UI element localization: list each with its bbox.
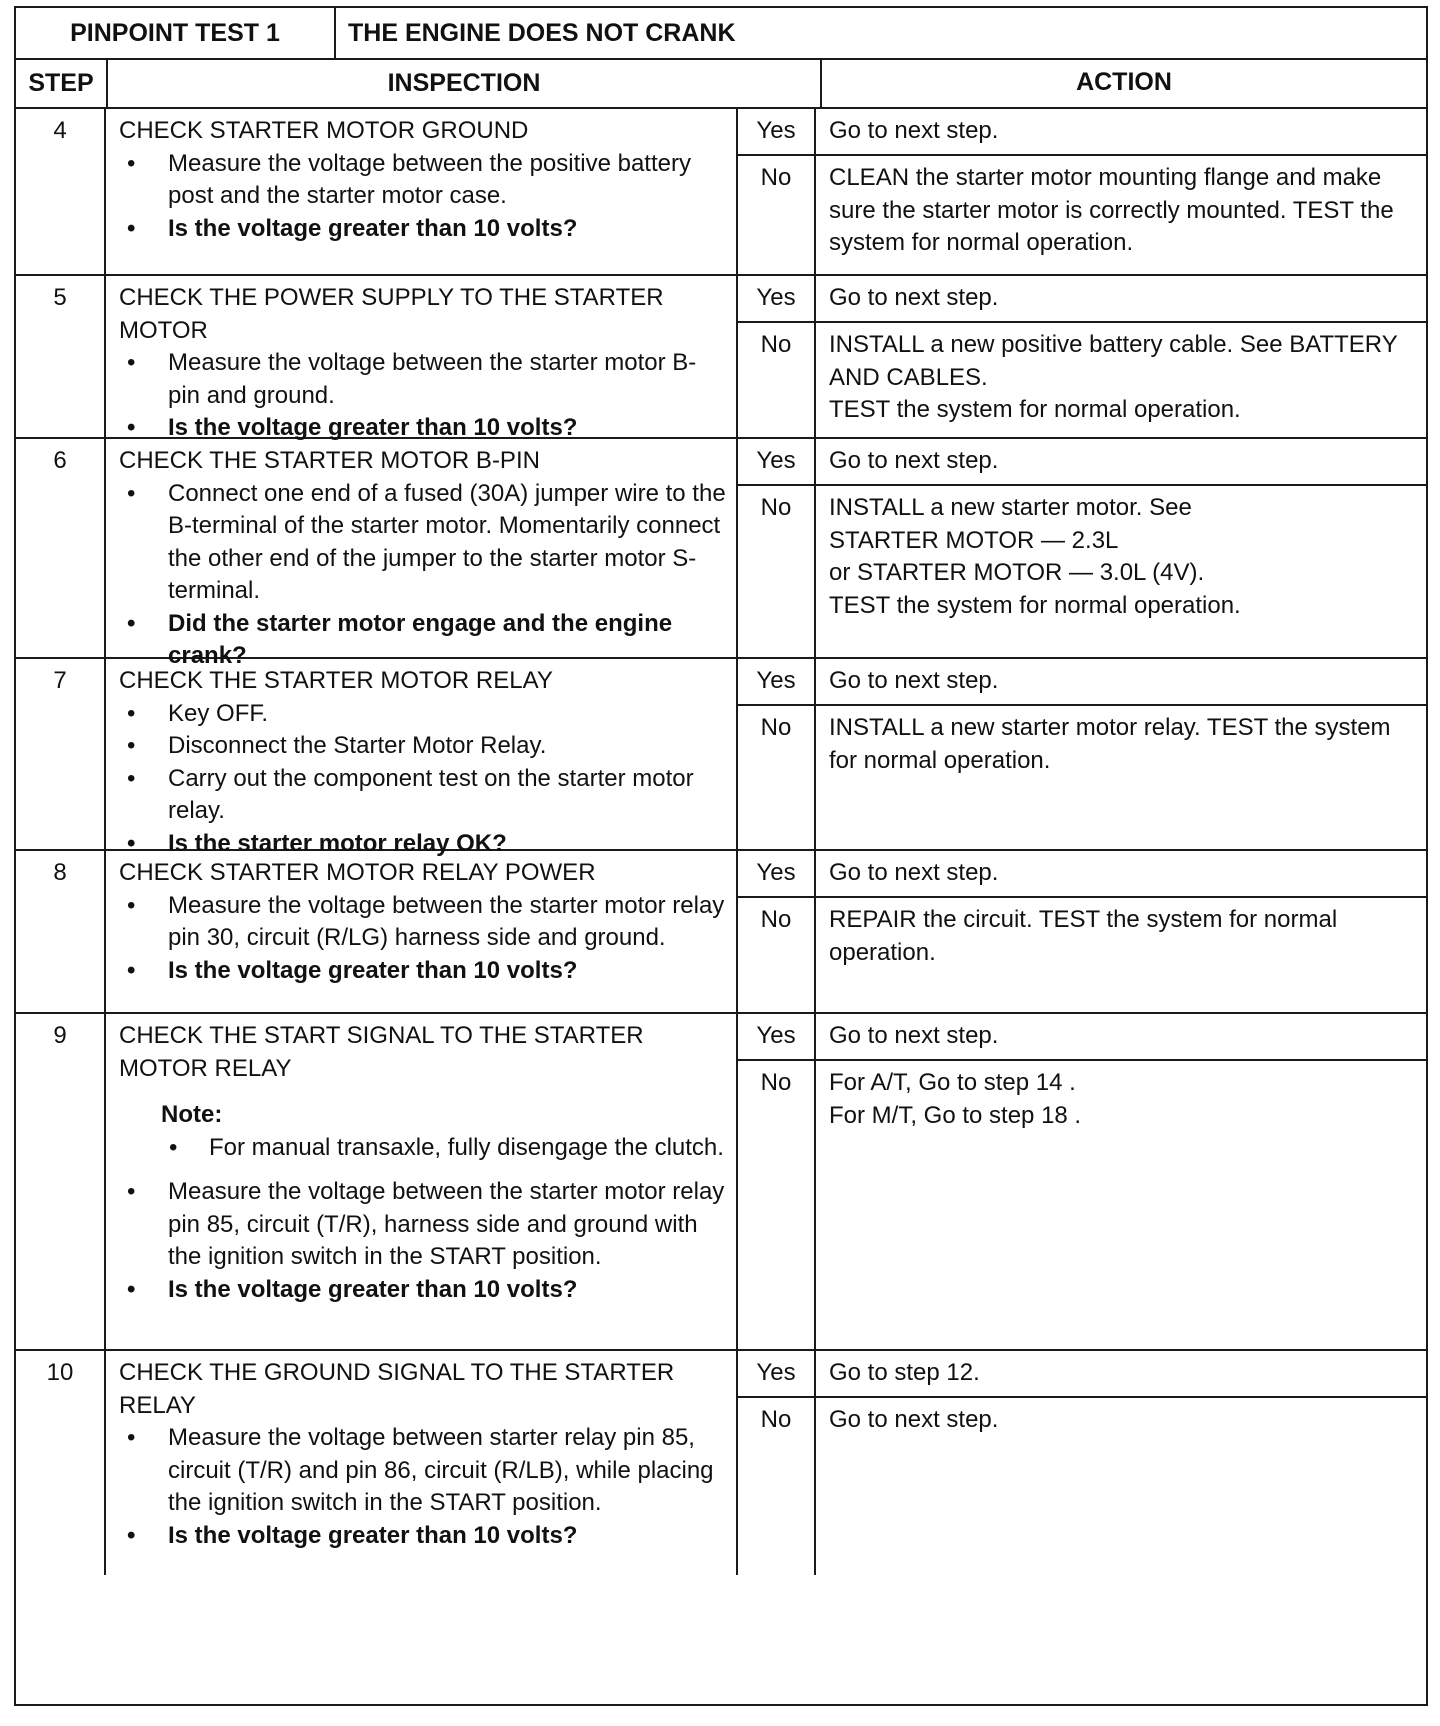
inspection-question: • Did the starter motor engage and the engine crank? xyxy=(119,608,728,673)
no-branch xyxy=(738,898,1426,1012)
no-action-line: or STARTER MOTOR — 3.0L (4V). xyxy=(829,559,1205,586)
yes-action-line: Go to step 12. xyxy=(829,1359,980,1386)
step-number: 4 xyxy=(16,109,106,274)
no-action xyxy=(816,706,1426,849)
inspection-cell xyxy=(106,1351,738,1575)
no-label: No xyxy=(738,156,816,274)
inspection-bullet: • Measure the voltage between starter relay pin 85, circuit (T/R) and pin 86, circuit (R/LB), while placing the ignition switch in the START position. xyxy=(119,1422,728,1520)
test-title: THE ENGINE DOES NOT CRANK xyxy=(348,18,736,47)
inspection-cell xyxy=(106,1014,738,1349)
step-number: 9 xyxy=(16,1014,106,1349)
inspection-cell xyxy=(106,439,738,669)
note-label: Note: xyxy=(161,1101,223,1128)
no-branch xyxy=(738,706,1426,849)
inspection-question: • Is the voltage greater than 10 volts? xyxy=(119,1520,728,1553)
note-item: • For manual transaxle, fully disengage the clutch. xyxy=(161,1132,728,1165)
inspection-question: • Is the voltage greater than 10 volts? xyxy=(119,412,728,445)
inspection-title: CHECK THE POWER SUPPLY TO THE STARTER MOTOR xyxy=(119,284,664,344)
no-action-line: INSTALL a new starter motor relay. TEST the system for normal operation. xyxy=(829,714,1391,774)
no-action-line: INSTALL a new starter motor. See xyxy=(829,494,1192,521)
column-header-step: STEP xyxy=(16,60,108,107)
no-action-line: INSTALL a new positive battery cable. See BATTERY AND CABLES. xyxy=(829,331,1398,391)
inspection-bullet: • Connect one end of a fused (30A) jumper wire to the B-terminal of the starter motor. Momentarily connect the other end of the jumper to the starter motor S-terminal. xyxy=(119,478,728,608)
no-label: No xyxy=(738,898,816,1012)
yes-branch xyxy=(738,659,1426,706)
yes-action xyxy=(816,439,1426,484)
inspection-bullet: • Disconnect the Starter Motor Relay. xyxy=(119,730,728,763)
test-id: PINPOINT TEST 1 xyxy=(16,8,336,58)
inspection-title: CHECK THE START SIGNAL TO THE STARTER MOTOR RELAY xyxy=(119,1022,644,1082)
no-branch xyxy=(738,323,1426,437)
inspection-cell xyxy=(106,109,738,274)
no-branch xyxy=(738,156,1426,274)
yes-label: Yes xyxy=(738,1014,816,1059)
yes-action-line: Go to next step. xyxy=(829,447,999,474)
no-label: No xyxy=(738,323,816,437)
yes-action xyxy=(816,1351,1426,1396)
yes-action xyxy=(816,851,1426,896)
inspection-question: • Is the starter motor relay OK? xyxy=(119,828,728,861)
action-cell xyxy=(738,1014,1426,1349)
yes-branch xyxy=(738,1351,1426,1398)
no-action-line: Go to next step. xyxy=(829,1406,999,1433)
no-action-line: TEST the system for normal operation. xyxy=(829,396,1241,423)
no-action-line: For M/T, Go to step 18 . xyxy=(829,1101,1082,1129)
step-number: 6 xyxy=(16,439,106,657)
action-cell xyxy=(738,439,1426,657)
column-headers xyxy=(16,60,1426,109)
inspection-title: CHECK THE GROUND SIGNAL TO THE STARTER RELAY xyxy=(119,1359,675,1419)
no-action-line: For A/T, Go to step 14 . xyxy=(829,1069,1076,1096)
yes-branch xyxy=(738,439,1426,486)
inspection-bullet: • Measure the voltage between the starter motor relay pin 85, circuit (T/R), harness side and ground with the ignition switch in the START position. xyxy=(119,1176,728,1274)
inspection-bullet: • Carry out the component test on the starter motor relay. xyxy=(119,763,728,828)
inspection-cell xyxy=(106,276,738,441)
yes-action-line: Go to next step. xyxy=(829,284,999,311)
no-action-line: TEST the system for normal operation. xyxy=(829,591,1241,619)
action-cell xyxy=(738,1351,1426,1575)
step-number: 10 xyxy=(16,1351,106,1575)
yes-action xyxy=(816,109,1426,154)
no-action xyxy=(816,898,1426,1012)
yes-label: Yes xyxy=(738,439,816,484)
step-number: 7 xyxy=(16,659,106,849)
no-label: No xyxy=(738,1398,816,1575)
yes-action xyxy=(816,659,1426,704)
inspection-cell xyxy=(106,851,738,1012)
yes-label: Yes xyxy=(738,659,816,704)
yes-action-line: Go to next step. xyxy=(829,1022,999,1049)
inspection-question: • Is the voltage greater than 10 volts? xyxy=(119,1274,728,1307)
step-rows xyxy=(16,109,1426,1575)
step-number: 8 xyxy=(16,851,106,1012)
inspection-question: • Is the voltage greater than 10 volts? xyxy=(119,955,728,988)
no-action-line: REPAIR the circuit. TEST the system for normal operation. xyxy=(829,906,1338,966)
step-row xyxy=(16,851,1426,1014)
yes-branch xyxy=(738,276,1426,323)
step-row xyxy=(16,109,1426,276)
no-action xyxy=(816,323,1426,437)
inspection-bullet: • Key OFF. xyxy=(119,698,728,731)
yes-action-line: Go to next step. xyxy=(829,667,999,694)
no-label: No xyxy=(738,706,816,849)
inspection-title: CHECK STARTER MOTOR RELAY POWER xyxy=(119,859,596,886)
yes-branch xyxy=(738,1014,1426,1061)
no-branch xyxy=(738,1061,1426,1349)
inspection-title: CHECK THE STARTER MOTOR B-PIN xyxy=(119,447,540,474)
no-action xyxy=(816,1398,1426,1575)
no-action xyxy=(816,156,1426,274)
step-row xyxy=(16,1014,1426,1351)
yes-branch xyxy=(738,851,1426,898)
no-branch xyxy=(738,486,1426,657)
column-header-action: ACTION xyxy=(1076,68,1172,96)
inspection-bullet: • Measure the voltage between the starter motor B-pin and ground. xyxy=(119,347,728,412)
no-action-line: CLEAN the starter motor mounting flange and make sure the starter motor is correctly mounted. TEST the system for normal operation. xyxy=(829,164,1394,256)
step-row xyxy=(16,1351,1426,1575)
step-row xyxy=(16,659,1426,857)
yes-branch xyxy=(738,109,1426,156)
pinpoint-test-table xyxy=(14,6,1428,1706)
step-row xyxy=(16,439,1426,669)
no-action-line: STARTER MOTOR — 2.3L xyxy=(829,526,1119,554)
yes-label: Yes xyxy=(738,276,816,321)
inspection-title: CHECK THE STARTER MOTOR RELAY xyxy=(119,667,553,694)
action-cell xyxy=(738,659,1426,849)
no-action xyxy=(816,486,1426,657)
yes-action-line: Go to next step. xyxy=(829,117,999,144)
yes-action xyxy=(816,1014,1426,1059)
inspection-cell xyxy=(106,659,738,857)
no-action xyxy=(816,1061,1426,1349)
step-number: 5 xyxy=(16,276,106,437)
action-cell xyxy=(738,276,1426,437)
step-row xyxy=(16,276,1426,439)
yes-label: Yes xyxy=(738,851,816,896)
test-header xyxy=(16,8,1426,60)
note-block xyxy=(161,1099,728,1164)
no-label: No xyxy=(738,1061,816,1349)
no-branch xyxy=(738,1398,1426,1575)
inspection-bullet: • Measure the voltage between the positive battery post and the starter motor case. xyxy=(119,148,728,213)
inspection-title: CHECK STARTER MOTOR GROUND xyxy=(119,117,529,144)
column-header-inspection: INSPECTION xyxy=(108,60,822,107)
yes-action xyxy=(816,276,1426,321)
action-cell xyxy=(738,851,1426,1012)
inspection-question: • Is the voltage greater than 10 volts? xyxy=(119,213,728,246)
yes-label: Yes xyxy=(738,109,816,154)
no-label: No xyxy=(738,486,816,657)
inspection-bullet: • Measure the voltage between the starter motor relay pin 30, circuit (R/LG) harness side and ground. xyxy=(119,890,728,955)
yes-action-line: Go to next step. xyxy=(829,859,999,886)
action-cell xyxy=(738,109,1426,274)
yes-label: Yes xyxy=(738,1351,816,1396)
